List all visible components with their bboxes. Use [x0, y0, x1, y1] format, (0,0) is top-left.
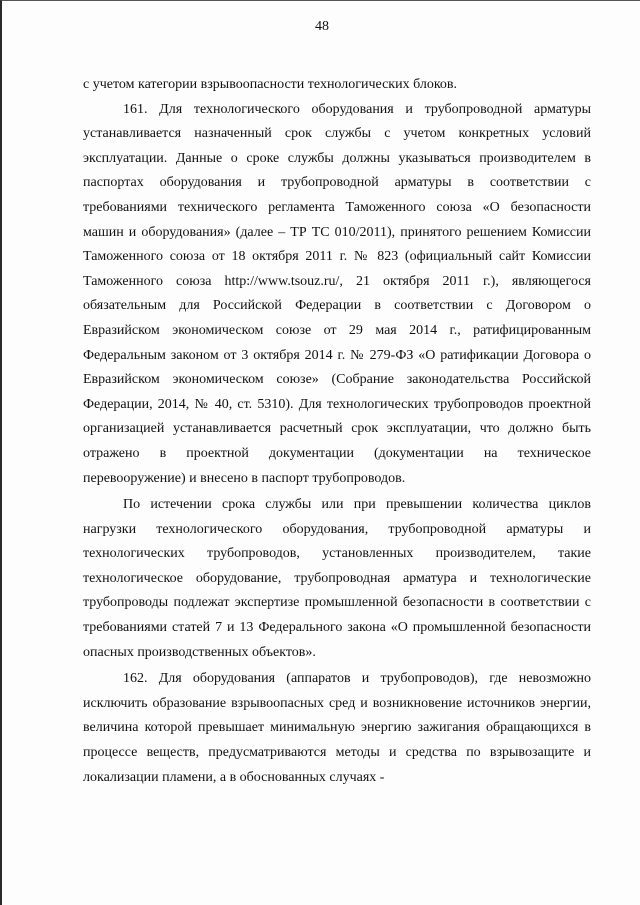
page-number: 48 — [315, 19, 329, 34]
paragraph-161: 161. Для технологического оборудования и трубопроводной арматуры устанавливается назначенный срок службы с учетом конкретных условий эксплуатации. Данные о сроке службы должны указываться производителем в паспортах оборудования и трубопроводной арматуры в соответствии с требованиями технического регламента Таможенного союза «О безопасности машин и оборудования» (далее – ТР ТС 010/2011), принятого решением Комиссии Таможенного союза от 18 октября 2011 г. № 823 (официальный сайт Комиссии Таможенного союза http://www.tsouz.ru/, 21 октября 2011 г.), являющегося обязательным для Российской Федерации в соответствии с Договором о Евразийском экономическом союзе от 29 мая 2014 г., ратифицированным Федеральным законом от 3 октября 2014 г. № 279-ФЗ «О ратификации Договора о Евразийском экономическом союзе» (Собрание законодательства Российской Федерации, 2014, № 40, ст. 5310). Для технологических трубопроводов проектной организацией устанавливается расчетный срок эксплуатации, что должно быть отражено в проектной документации (документации на техническое перевооружение) и внесено в паспорт трубопроводов. — [83, 101, 591, 486]
paragraph-162: 162. Для оборудования (аппаратов и трубопроводов), где невозможно исключить образование взрывоопасных сред и возникновение источников энергии, величина которой превышает минимальную энергию зажигания обращающихся в процессе веществ, предусматриваются методы и средства по взрывозащите и локализации пламени, а в обоснованных случаях - — [83, 671, 591, 785]
paragraph-service-life-expiry: По истечении срока службы или при превышении количества циклов нагрузки технологического оборудования, трубопроводной арматуры и технологических трубопроводов, установленных производителем, такие технологическое оборудование, трубопроводная арматура и технологические трубопроводы подлежат экспертизе промышленной безопасности в соответствии с требованиями статей 7 и 13 Федерального закона «О промышленной безопасности опасных производственных объектов». — [83, 497, 591, 660]
document-body — [83, 73, 591, 790]
paragraph-continuation: с учетом категории взрывоопасности технологических блоков. — [83, 77, 458, 92]
